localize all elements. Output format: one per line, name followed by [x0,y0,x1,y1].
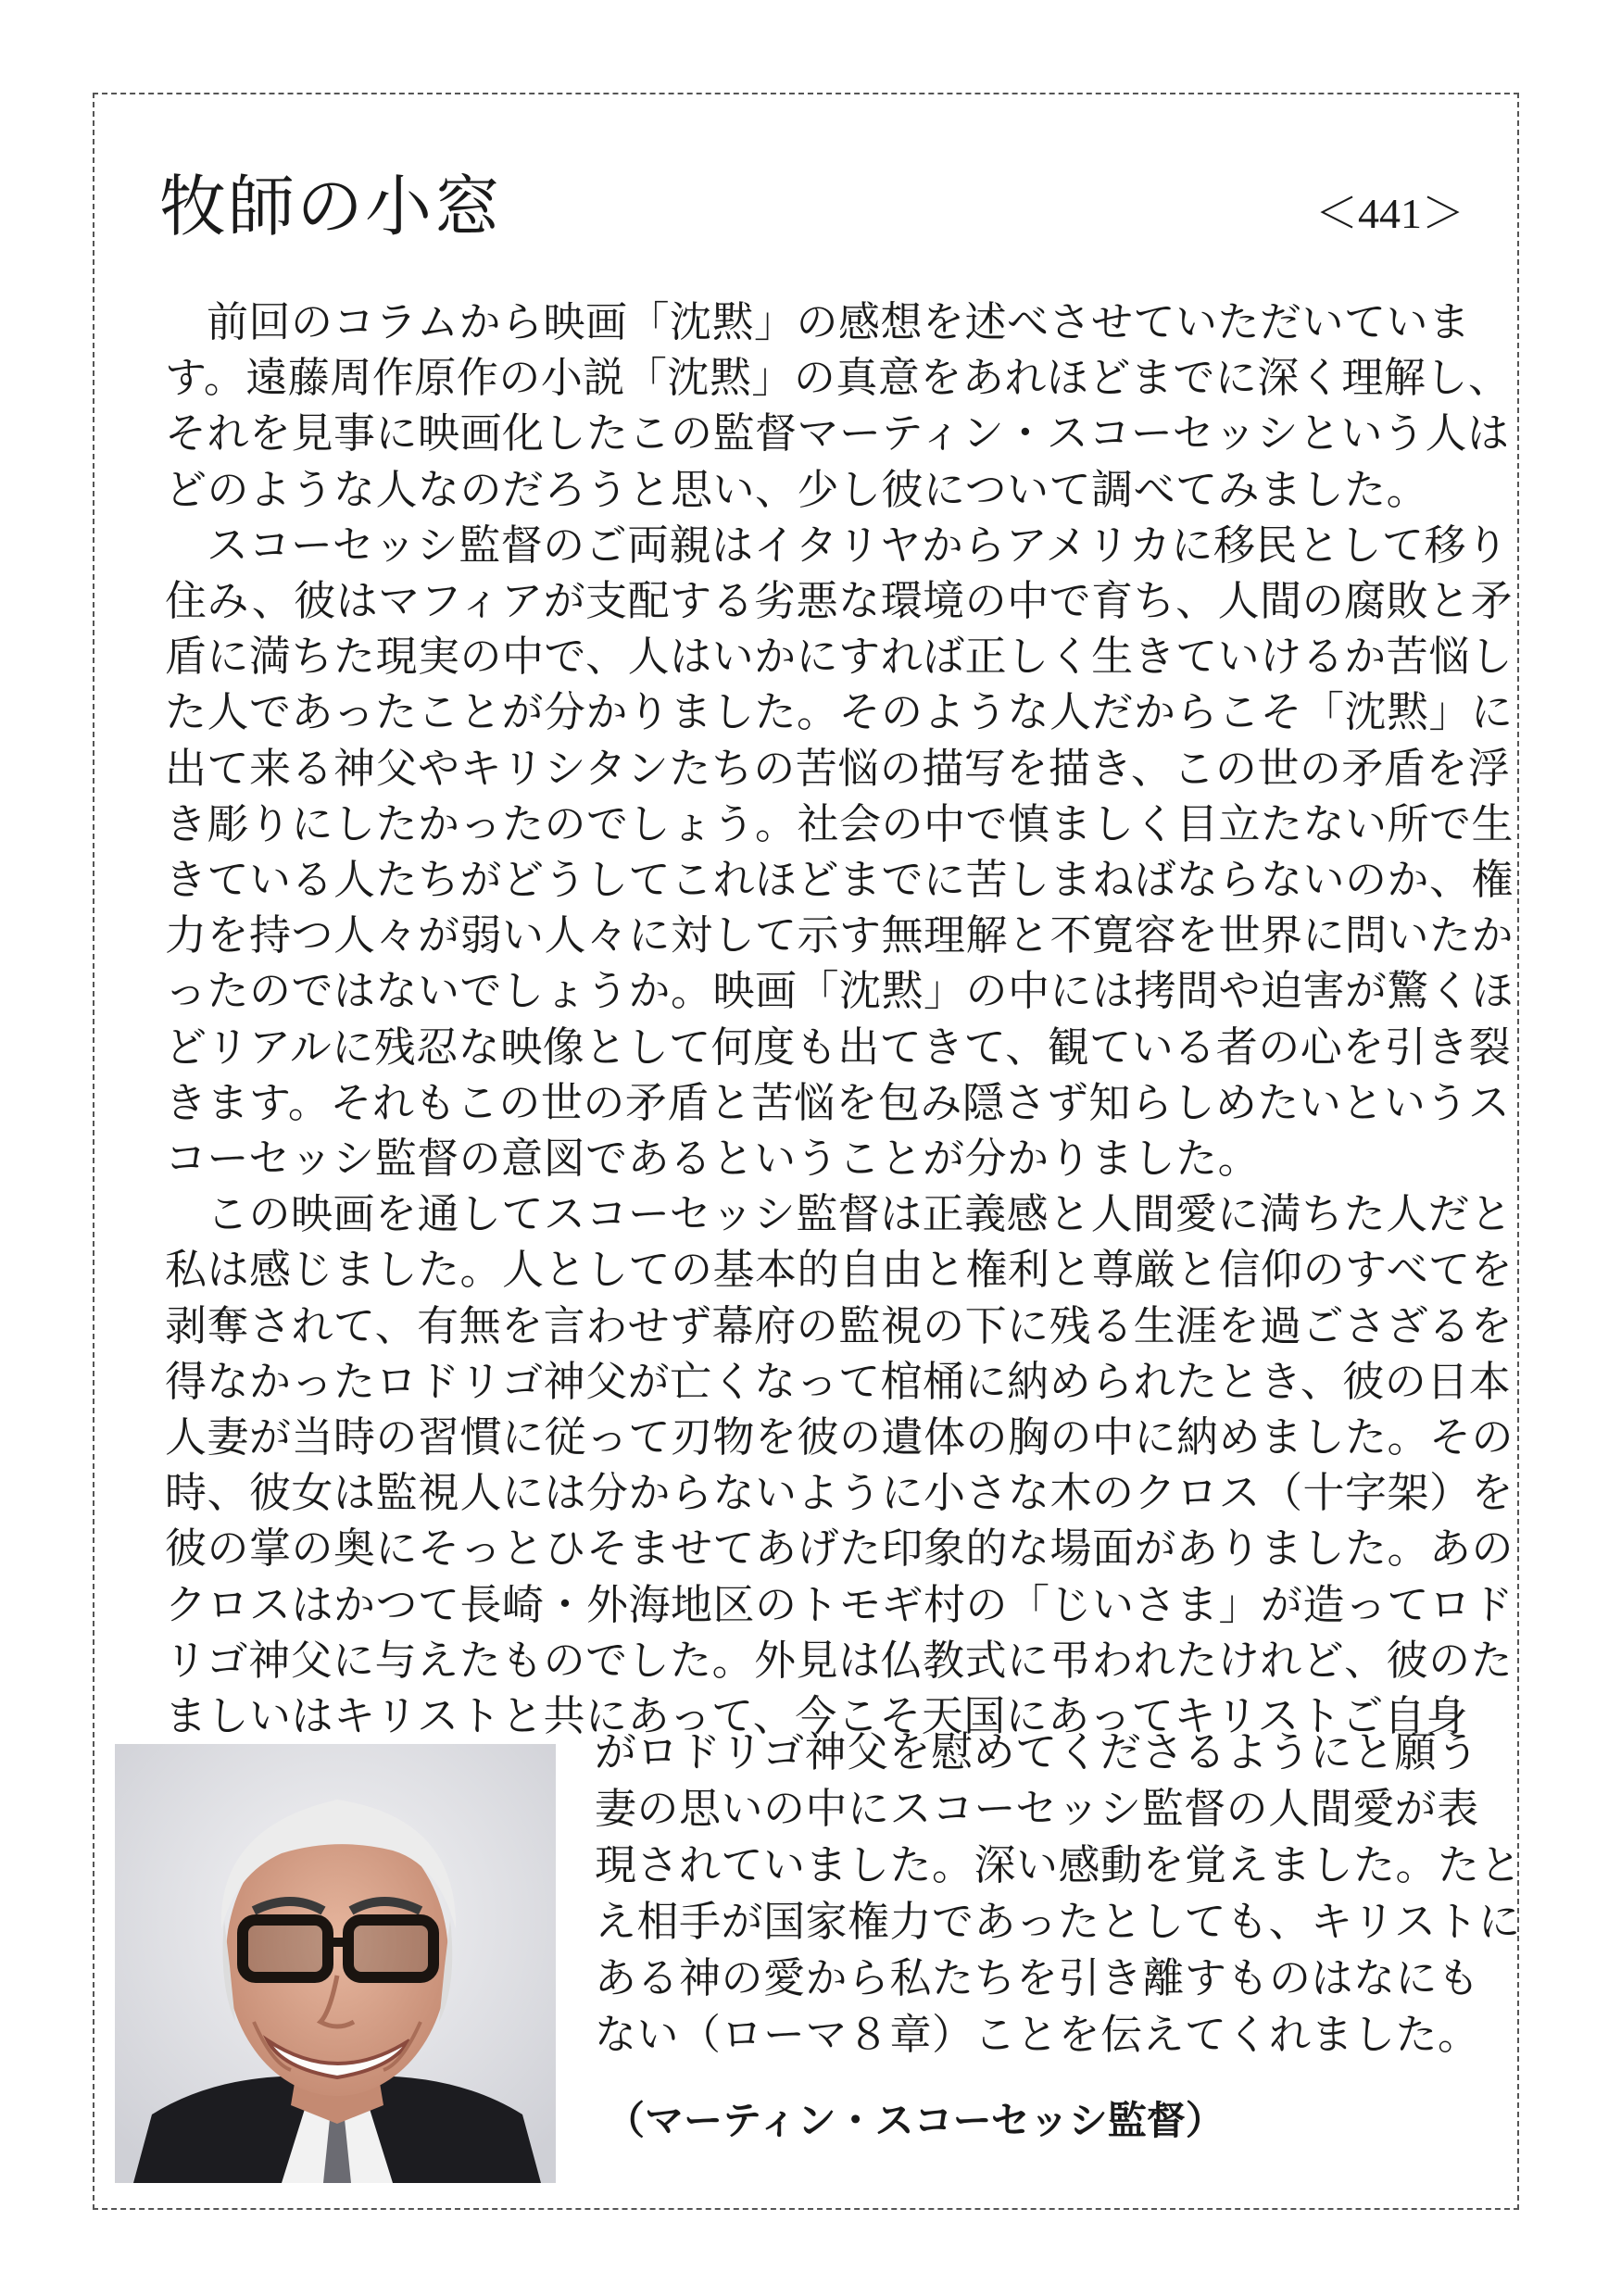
photo-caption: （マーティン・スコーセッシ監督） [606,2098,1225,2143]
text-line: ある神の愛から私たちを引き離すものはなにも [595,1953,1480,2002]
page-title: 牧師の小窓 [159,168,503,245]
paragraph-3: この映画を通してスコーセッシ監督は正義感と人間愛に満ちた人だと私は感じました。人としての基本的自由と権利と尊厳と信仰のすべてを剥奪されて、有無を言わせず幕府の監視の下に残る生涯を過ごさざるを得なかったロドリゴ神父が亡くなって棺桶に納められたとき、彼の日本人妻が当時の習慣に従って刃物を彼の遺体の胸の中に納めました。その時、彼女は監視人には分からないように小さな木のクロス（十字架）を彼の掌の奥にそっとひそませてあげた印象的な場面がありました。あのクロスはかつて長崎・外海地区のトモギ村の「じいさま」が造ってロドリゴ神父に与えたものでした。外見は仏教式に弔われたけれど、彼のたましいはキリストと共にあって、今こそ天国にあってキリストご自身 [165,1189,1514,1741]
portrait-illustration [115,1744,556,2183]
text-line: え相手が国家権力であったとしても、キリストに [595,1897,1521,1946]
text-line: ない（ローマ８章）ことを伝えてくれました。 [595,2010,1480,2059]
article-body-continued [595,1724,1523,2063]
issue-number: ＜441＞ [1315,190,1464,237]
paragraph-2: スコーセッシ監督のご両親はイタリヤからアメリカに移民として移り住み、彼はマフィアが支配する劣悪な環境の中で育ち、人間の腐敗と矛盾に満ちた現実の中で、人はいかにすれば正しく生きていけるか苦悩した人であったことが分かりました。そのような人だからこそ「沈黙」に出て来る神父やキリシタンたちの苦悩の描写を描き、この世の矛盾を浮き彫りにしたかったのでしょう。社会の中で慎ましく目立たない所で生きている人たちがどうしてこれほどまでに苦しまねばならないのか、権力を持つ人々が弱い人々に対して示す無理解と不寛容を世界に問いたかったのではないでしょうか。映画「沈黙」の中には拷問や迫害が驚くほどリアルに残忍な映像として何度も出てきて、観ている者の心を引き裂きます。それもこの世の矛盾と苦悩を包み隠さず知らしめたいというスコーセッシ監督の意図であるということが分かりました。 [165,520,1514,1184]
text-line: 現されていました。深い感動を覚えました。たと [595,1840,1523,1889]
director-portrait-photo [115,1744,556,2183]
text-line: 妻の思いの中にスコーセッシ監督の人間愛が表 [595,1784,1479,1833]
text-line: がロドリゴ神父を慰めてくださるようにと願う [595,1727,1479,1776]
article-body [165,295,1514,1744]
paragraph-1: 前回のコラムから映画「沈黙」の感想を述べさせていただいています。遠藤周作原作の小説「沈黙」の真意をあれほどまでに深く理解し、それを見事に映画化したこの監督マーティン・スコーセッシという人はどのような人なのだろうと思い、少し彼について調べてみました。 [165,297,1511,514]
